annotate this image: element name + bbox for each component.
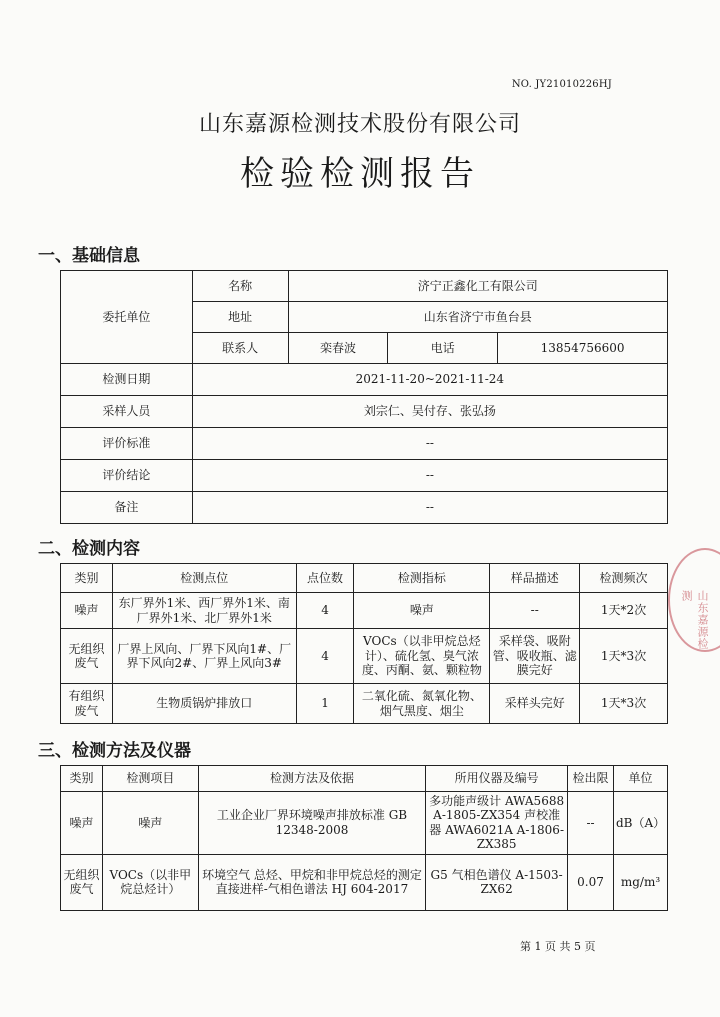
cell: 噪声 xyxy=(102,792,198,855)
section1-title: 一、基础信息 xyxy=(38,246,140,266)
section2-title: 二、检测内容 xyxy=(38,539,140,559)
info-row-value: -- xyxy=(192,492,667,524)
cell: dB（A） xyxy=(613,792,667,855)
report-number: NO. JY21010226HJ xyxy=(511,79,612,90)
seal-stamp: 山东嘉源检测 xyxy=(668,548,720,652)
cell: G5 气相色谱仪 A-1503-ZX62 xyxy=(426,854,568,910)
cell: 二氧化硫、氮氧化物、烟气黑度、烟尘 xyxy=(354,684,490,724)
col-header: 检测指标 xyxy=(354,564,490,593)
cell: 4 xyxy=(296,593,354,629)
table-row xyxy=(61,629,668,684)
cell: 采样袋、吸附管、吸收瓶、滤膜完好 xyxy=(490,629,580,684)
col-header: 类别 xyxy=(61,564,113,593)
cell: 1天*2次 xyxy=(580,593,668,629)
col-header: 检测频次 xyxy=(580,564,668,593)
table-row xyxy=(61,792,668,855)
address-label: 地址 xyxy=(192,302,288,333)
info-row-value: 2021-11-20~2021-11-24 xyxy=(192,364,667,396)
cell: 东厂界外1米、西厂界外1米、南厂界外1米、北厂界外1米 xyxy=(112,593,296,629)
cell: 有组织废气 xyxy=(61,684,113,724)
info-row-value: -- xyxy=(192,428,667,460)
info-row-label: 评价结论 xyxy=(61,460,193,492)
address-value: 山东省济宁市鱼台县 xyxy=(288,302,667,333)
cell: 噪声 xyxy=(61,792,103,855)
cell: 1天*3次 xyxy=(580,629,668,684)
cell: 4 xyxy=(296,629,354,684)
cell: 噪声 xyxy=(354,593,490,629)
cell: 无组织废气 xyxy=(61,629,113,684)
contact-value: 栾春波 xyxy=(288,333,388,364)
phone-value: 13854756600 xyxy=(498,333,668,364)
col-header: 类别 xyxy=(61,766,103,792)
cell: mg/m³ xyxy=(613,854,667,910)
cell: -- xyxy=(568,792,614,855)
table-row xyxy=(61,854,668,910)
col-header: 检出限 xyxy=(568,766,614,792)
cell: VOCs（以非甲烷总烃计）、硫化氢、臭气浓度、丙酮、氨、颗粒物 xyxy=(354,629,490,684)
cell: 采样头完好 xyxy=(490,684,580,724)
cell: 1 xyxy=(296,684,354,724)
cell: 1天*3次 xyxy=(580,684,668,724)
col-header: 检测方法及依据 xyxy=(198,766,425,792)
info-row-value: -- xyxy=(192,460,667,492)
test-content-table xyxy=(60,563,668,724)
col-header: 单位 xyxy=(613,766,667,792)
col-header: 检测点位 xyxy=(112,564,296,593)
info-row-label: 检测日期 xyxy=(61,364,193,396)
cell: 多功能声级计 AWA5688 A-1805-ZX354 声校准器 AWA6021A A-1806-ZX385 xyxy=(426,792,568,855)
name-value: 济宁正鑫化工有限公司 xyxy=(288,271,667,302)
table-row xyxy=(61,593,668,629)
info-row-label: 采样人员 xyxy=(61,396,193,428)
contact-label: 联系人 xyxy=(192,333,288,364)
page-number: 第 1 页 共 5 页 xyxy=(520,940,596,953)
table-row xyxy=(61,684,668,724)
client-label: 委托单位 xyxy=(61,271,193,364)
col-header: 所用仪器及编号 xyxy=(426,766,568,792)
phone-label: 电话 xyxy=(388,333,498,364)
cell: 工业企业厂界环境噪声排放标准 GB 12348-2008 xyxy=(198,792,425,855)
name-label: 名称 xyxy=(192,271,288,302)
cell: 厂界上风向、厂界下风向1#、厂界下风向2#、厂界上风向3# xyxy=(112,629,296,684)
col-header: 检测项目 xyxy=(102,766,198,792)
company-name: 山东嘉源检测技术股份有限公司 xyxy=(198,112,521,137)
info-row-label: 评价标准 xyxy=(61,428,193,460)
report-title: 检验检测报告 xyxy=(240,154,480,194)
info-row-value: 刘宗仁、吴付存、张弘扬 xyxy=(192,396,667,428)
basic-info-table xyxy=(60,270,668,524)
col-header: 点位数 xyxy=(296,564,354,593)
cell: 生物质锅炉排放口 xyxy=(112,684,296,724)
method-table xyxy=(60,765,668,911)
info-row-label: 备注 xyxy=(61,492,193,524)
cell: VOCs（以非甲烷总烃计） xyxy=(102,854,198,910)
cell: -- xyxy=(490,593,580,629)
cell: 0.07 xyxy=(568,854,614,910)
col-header: 样品描述 xyxy=(490,564,580,593)
cell: 环境空气 总烃、甲烷和非甲烷总烃的测定 直接进样-气相色谱法 HJ 604-2017 xyxy=(198,854,425,910)
cell: 无组织废气 xyxy=(61,854,103,910)
cell: 噪声 xyxy=(61,593,113,629)
section3-title: 三、检测方法及仪器 xyxy=(38,741,191,761)
